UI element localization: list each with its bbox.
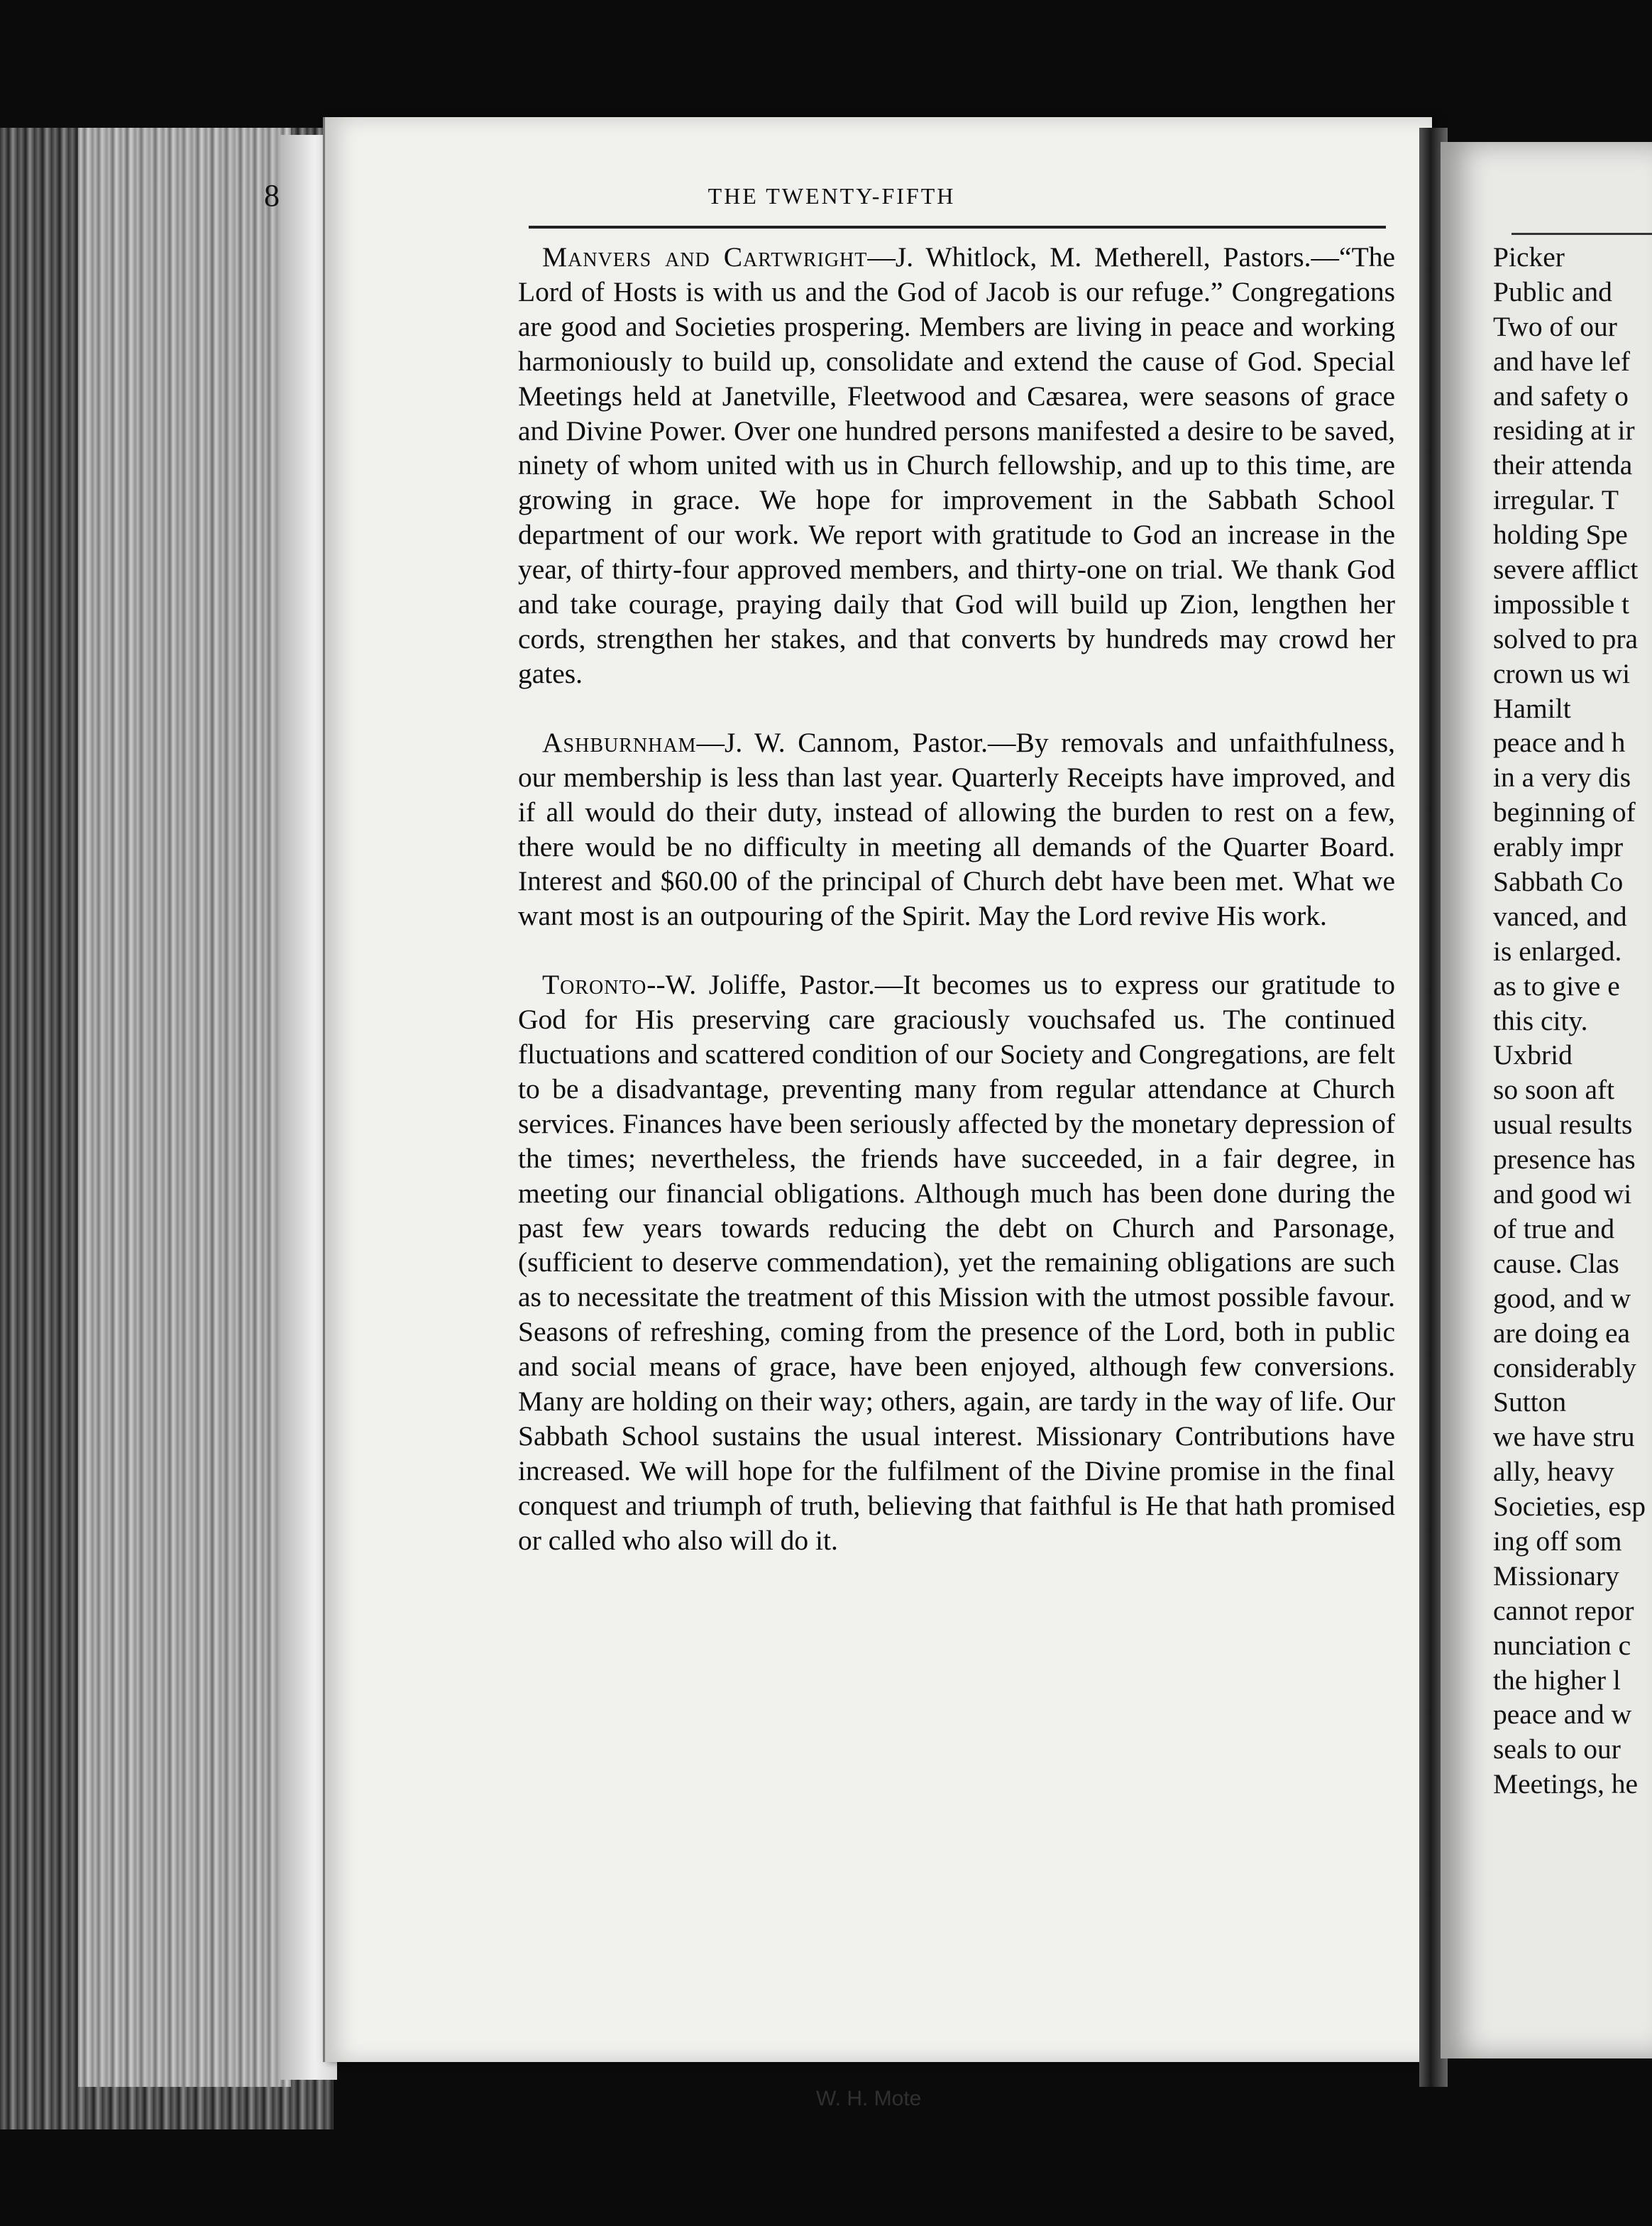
paragraph-manvers	[518, 240, 1395, 691]
right-page-line: crown us wi	[1493, 657, 1631, 689]
right-page-line: peace and w	[1493, 1699, 1632, 1731]
right-page-line: residing at ir	[1493, 415, 1635, 446]
right-page-line: Meetings, he	[1493, 1768, 1639, 1800]
right-page-rule	[1511, 233, 1652, 235]
right-page-line: impossible t	[1493, 588, 1630, 620]
right-page-line: Sutton	[1493, 1386, 1567, 1418]
section-lead: Toronto	[542, 969, 647, 1001]
right-page-line: erably impr	[1493, 831, 1624, 863]
right-page-line: beginning of	[1493, 796, 1636, 828]
right-page-line: the higher l	[1493, 1664, 1621, 1696]
right-page-line: Uxbrid	[1493, 1039, 1573, 1071]
paragraph-toronto	[518, 967, 1395, 1557]
right-page-line: Missionary	[1493, 1559, 1619, 1591]
right-page-line: are doing ea	[1493, 1317, 1631, 1349]
right-page-line: Hamilt	[1493, 692, 1571, 724]
right-page-line: Sabbath Co	[1493, 866, 1624, 898]
right-page-line: so soon aft	[1493, 1074, 1615, 1106]
right-page-line: seals to our	[1493, 1733, 1621, 1765]
header-rule	[529, 226, 1386, 229]
right-page-line: cause. Clas	[1493, 1247, 1619, 1279]
right-page-line: Two of our	[1493, 310, 1617, 342]
right-page-line: ing off som	[1493, 1525, 1622, 1557]
right-page-line: presence has	[1493, 1144, 1636, 1175]
body-text	[518, 240, 1395, 1558]
page-number: 8	[264, 178, 280, 213]
paragraph-ashburnham	[518, 725, 1395, 933]
right-page-line: peace and h	[1493, 727, 1626, 759]
right-page-line: as to give e	[1493, 970, 1620, 1002]
right-page-line: good, and w	[1493, 1282, 1631, 1314]
section-lead: Ashburnham	[542, 726, 697, 758]
right-page-line: we have stru	[1493, 1421, 1635, 1453]
section-lead: Manvers and Cartwright	[542, 241, 868, 273]
right-page-line: and have lef	[1493, 345, 1631, 377]
right-page-line: Societies, esp	[1493, 1491, 1646, 1523]
right-page-line: ally, heavy	[1493, 1456, 1614, 1488]
right-page-line: nunciation c	[1493, 1629, 1631, 1661]
right-page-line: vanced, and	[1493, 900, 1627, 932]
page-edges	[78, 128, 291, 2087]
right-page-line: and safety o	[1493, 380, 1629, 412]
right-page-line: this city.	[1493, 1004, 1588, 1036]
right-page-line: considerably	[1493, 1352, 1636, 1383]
paragraph-text: --W. Joliffe, Pastor.—It becomes us to express our gratitude to God for His preserving care graciously vouchsafed us. The continued fluctuations and scattered condition of our Society and Congregations, are felt to be a disadvantage, preventing many from regular attendance at Church services. Finances have been seriously affected by the monetary depression of the times; nevertheless, the friends have succeeded, in a fair degree, in meeting our financial obligations. Although much has been done during the past few years towards reducing the debt on Church and Parsonage, (sufficient to deserve commendation), yet the remaining obligations are such as to necessitate the treatment of this Mission with the utmost possible favour. Seasons of refreshing, coming from the presence of the Lord, both in public and social means of grace, have been enjoyed, although few conversions. Many are holding on their way; others, again, are tardy in the way of life. Our Sabbath School sustains the usual interest. Missionary Contributions have increased. We will hope for the fulfilment of the Divine promise in the final conquest and triumph of truth, believing that faithful is He that hath promised or called who also will do it.	[518, 969, 1395, 1556]
right-page-line: Picker	[1493, 241, 1565, 273]
right-page-line: solved to pra	[1493, 623, 1639, 654]
right-page-text	[1493, 240, 1652, 1802]
right-page-line: in a very dis	[1493, 762, 1631, 794]
paragraph-text: —J. Whitlock, M. Metherell, Pastors.—“The Lord of Hosts is with us and the God of Jacob is our refuge.” Congregations are good and Societies prospering. Members are living in peace and working harmoniously to build up, consolidate and extend the cause of God. Special Meetings held at Janetville, Fleetwood and Cæsarea, were seasons of grace and Divine Power. Over one hundred persons manifested a desire to be saved, ninety of whom united with us in Church fellowship, and up to this time, are growing in grace. We hope for improvement in the Sabbath School department of our work. We report with gratitude to God an increase in the year, of thirty-four approved members, and thirty-one on trial. We thank God and take courage, praying daily that God will build up Zion, lengthen her cords, strengthen her stakes, and that converts by hundreds may crowd her gates.	[518, 241, 1395, 689]
running-head-text: THE TWENTY-FIFTH	[707, 183, 956, 209]
right-page-line: Public and	[1493, 275, 1612, 307]
right-page-line: is enlarged.	[1493, 935, 1622, 967]
paragraph-text: —J. W. Cannom, Pastor.—By removals and unfaithfulness, our membership is less than last year. Quarterly Receipts have improved, and if all would do their duty, instead of allowing the burden to rest on a few, there would be no difficulty in meeting all demands of the Quarter Board. Interest and $60.00 of the principal of Church debt have been met. What we want most is an outpouring of the Spirit. May the Lord revive His work.	[518, 726, 1395, 932]
right-page-line: of true and	[1493, 1212, 1615, 1244]
right-page-line: usual results	[1493, 1109, 1633, 1141]
right-page-line: their attenda	[1493, 449, 1633, 481]
right-page-line: irregular. T	[1493, 484, 1619, 516]
right-page-line: holding Spe	[1493, 519, 1628, 551]
right-page-line: and good wi	[1493, 1178, 1632, 1210]
right-page-line: severe afflict	[1493, 554, 1639, 586]
library-stamp: W. H. Mote	[816, 2087, 922, 2110]
running-head	[0, 183, 1652, 209]
right-page-line: cannot repor	[1493, 1594, 1634, 1626]
